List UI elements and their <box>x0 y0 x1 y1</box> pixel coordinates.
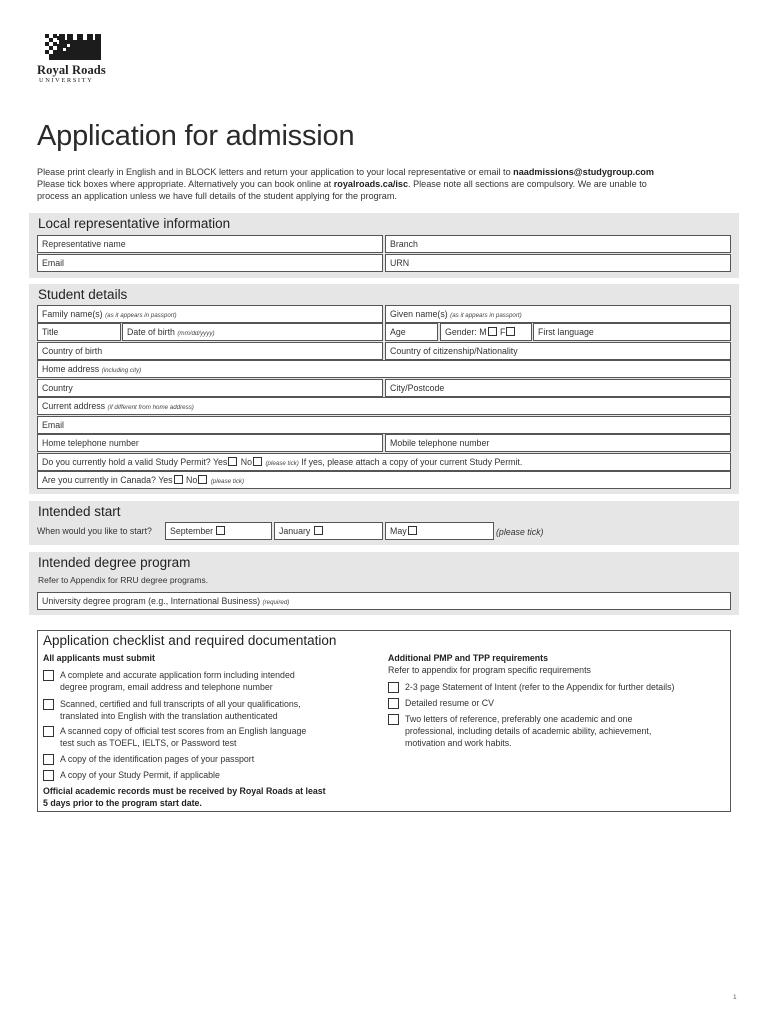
student-details-section <box>29 284 739 494</box>
checklist-section: Application checklist and required documentation All applicants must submit A complete and accurate application form including intended degree program, email address and telephone number Scanned, certified and full transcripts of all your qualifications, translated into English with the translation authenticated A scanned copy of official test scores from an English language test such as TOEFL, IELTS, or Password test A copy of the identification pages of your passport A copy of your Study Permit, if applicable Official academic records must be received by Royal Roads at least 5 days prior to the program start date. Additional PMP and TPP requirements Refer to appendix for program specific requirements 2-3 page Statement of Intent (refer to the Appendix for further details) Detailed resume or CV Two letters of reference, preferably one academic and one professional, including details of academic ability, achievement, motivation and work habits. <box>37 630 731 812</box>
citizenship-field[interactable]: Country of citizenship/Nationality <box>385 342 731 360</box>
gender-f-checkbox[interactable] <box>506 327 515 336</box>
home-phone-field[interactable]: Home telephone number <box>37 434 383 452</box>
start-question: When would you like to start? <box>37 526 152 536</box>
start-may-option: May <box>385 522 494 540</box>
permit-yes-checkbox[interactable] <box>228 457 237 466</box>
pmp-tpp-subheading: Refer to appendix for program specific requirements <box>388 665 591 675</box>
country-of-birth-field[interactable]: Country of birth <box>37 342 383 360</box>
intended-start-section <box>29 501 739 545</box>
degree-program-field[interactable]: University degree program (e.g., International Business) (required) <box>37 592 731 610</box>
contact-email-link[interactable]: naadmissions@studygroup.com <box>513 167 654 177</box>
checklist-footer-note: Official academic records must be received by Royal Roads at least 5 days prior to the program start date. <box>43 786 326 808</box>
home-address-field[interactable]: Home address (including city) <box>37 360 731 378</box>
start-september-option: September <box>165 522 272 540</box>
family-name-field[interactable]: Family name(s) (as it appears in passport) <box>37 305 383 323</box>
country-field[interactable]: Country <box>37 379 383 397</box>
january-checkbox[interactable] <box>314 526 323 535</box>
start-please-tick: (please tick) <box>496 527 544 537</box>
title-field[interactable]: Title <box>37 323 121 341</box>
checklist-checkbox[interactable] <box>388 714 399 725</box>
gender-m-checkbox[interactable] <box>488 327 497 336</box>
university-logo <box>37 34 117 84</box>
logo-subtitle: UNIVERSITY <box>39 77 94 84</box>
in-canada-row: Are you currently in Canada? Yes No (please tick) <box>37 471 731 489</box>
degree-title: Intended degree program <box>38 555 191 570</box>
castle-logo-icon <box>45 34 101 60</box>
first-language-field[interactable]: First language <box>533 323 731 341</box>
intro-line2: Please tick boxes where appropriate. Alternatively you can book online at <box>37 179 334 189</box>
logo-name: Royal Roads <box>37 63 106 77</box>
intended-start-title: Intended start <box>38 504 121 519</box>
may-checkbox[interactable] <box>408 526 417 535</box>
pmp-tpp-heading: Additional PMP and TPP requirements <box>388 653 549 663</box>
degree-section <box>29 552 739 615</box>
checklist-checkbox[interactable] <box>43 699 54 710</box>
mobile-phone-field[interactable]: Mobile telephone number <box>385 434 731 452</box>
checklist-checkbox[interactable] <box>43 726 54 737</box>
checklist-checkbox[interactable] <box>388 682 399 693</box>
local-rep-section <box>29 213 739 278</box>
start-january-option: January <box>274 522 383 540</box>
canada-no-checkbox[interactable] <box>198 475 207 484</box>
study-permit-row: Do you currently hold a valid Study Permit? Yes No (please tick) If yes, please attach a copy of your current Study Permit. <box>37 453 731 471</box>
city-postcode-field[interactable]: City/Postcode <box>385 379 731 397</box>
page-title: Application for admission <box>37 120 355 152</box>
all-applicants-heading: All applicants must submit <box>43 653 155 663</box>
checklist-title: Application checklist and required documentation <box>43 633 337 648</box>
checklist-checkbox[interactable] <box>43 670 54 681</box>
gender-field: Gender: M F <box>440 323 532 341</box>
rep-email-field[interactable]: Email <box>37 254 383 272</box>
checklist-checkbox[interactable] <box>43 770 54 781</box>
booking-url-link[interactable]: royalroads.ca/isc <box>333 179 409 189</box>
urn-field[interactable]: URN <box>385 254 731 272</box>
september-checkbox[interactable] <box>216 526 225 535</box>
student-details-title: Student details <box>38 287 128 302</box>
dob-field[interactable]: Date of birth (mm/dd/yyyy) <box>122 323 383 341</box>
rep-name-field[interactable]: Representative name <box>37 235 383 253</box>
intro-line3: process an application unless we have full details of the student applying for the program. <box>37 191 397 201</box>
intro-text <box>37 166 717 202</box>
checklist-checkbox[interactable] <box>388 698 399 709</box>
current-address-field[interactable]: Current address (if different from home address) <box>37 397 731 415</box>
given-name-field[interactable]: Given name(s) (as it appears in passport) <box>385 305 731 323</box>
checklist-checkbox[interactable] <box>43 754 54 765</box>
local-rep-title: Local representative information <box>38 216 231 231</box>
page-number: 1 <box>733 994 737 1001</box>
canada-yes-checkbox[interactable] <box>174 475 183 484</box>
intro-line2-end: . Please note all sections are compulsory. We are unable to <box>408 179 647 189</box>
student-email-field[interactable]: Email <box>37 416 731 434</box>
age-field[interactable]: Age <box>385 323 438 341</box>
degree-note: Refer to Appendix for RRU degree programs. <box>38 575 209 585</box>
branch-field[interactable]: Branch <box>385 235 731 253</box>
intro-line1: Please print clearly in English and in BLOCK letters and return your application to your local representative or email to <box>37 167 514 177</box>
permit-no-checkbox[interactable] <box>253 457 262 466</box>
